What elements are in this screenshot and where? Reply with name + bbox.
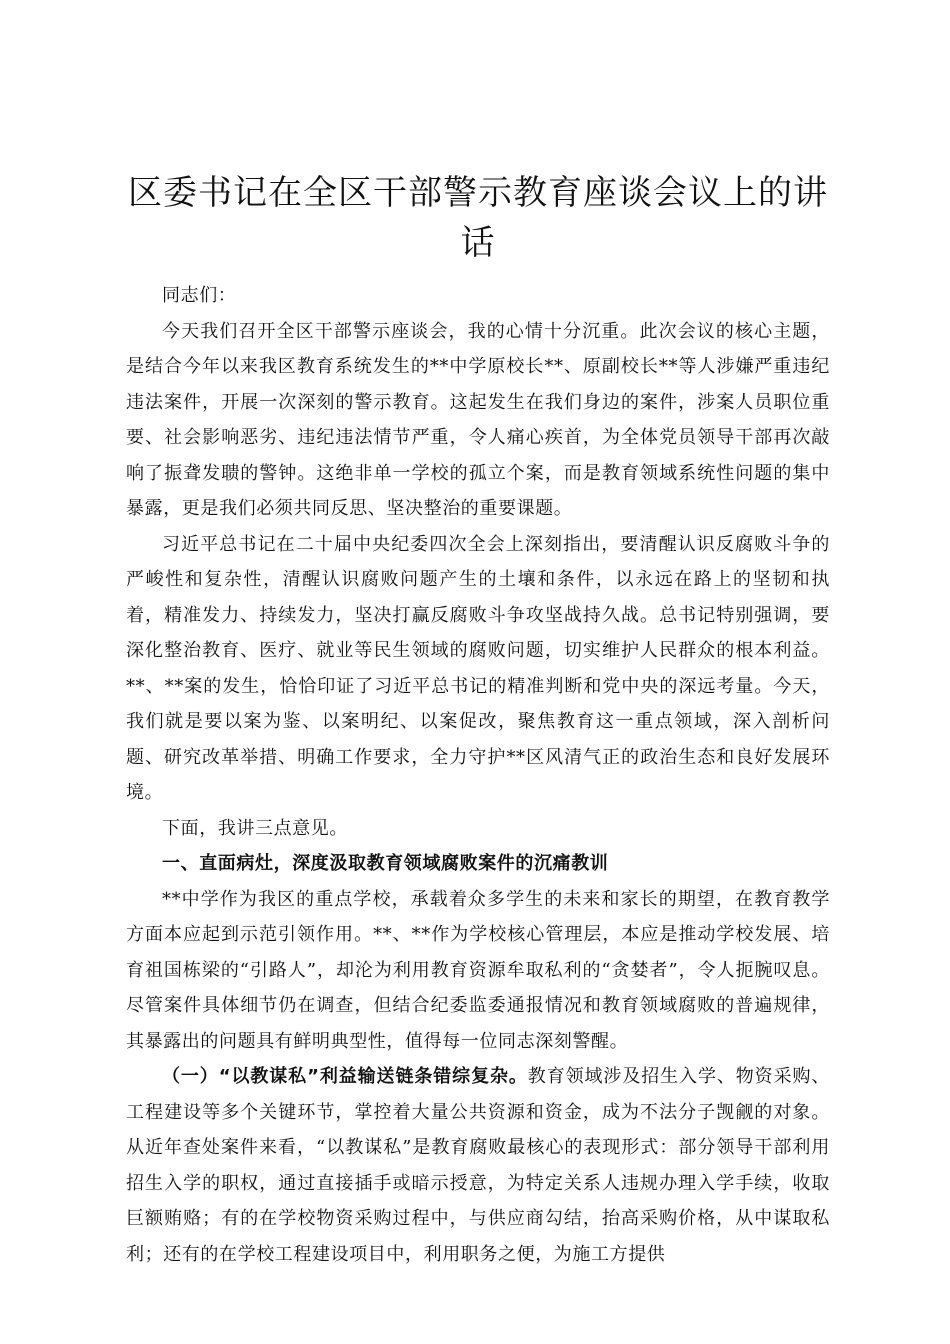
- body-paragraph-2: 习近平总书记在二十届中央纪委四次全会上深刻指出，要清醒认识反腐败斗争的严峻性和复杂性，清醒认识腐败问题产生的土壤和条件，以永远在路上的坚韧和执着，精准发力、持续发力，坚决打赢反腐败斗争攻坚战持久战。总书记特别强调，要深化整治教育、医疗、就业等民生领域的腐败问题，切实维护人民群众的根本利益。**、**案的发生，恰恰印证了习近平总书记的精准判断和党中央的深远考量。今天，我们就是要以案为鉴、以案明纪、以案促改，聚焦教育这一重点领域，深入剖析问题、研究改革举措、明确工作要求，全力守护**区风清气正的政治生态和良好发展环境。: [126, 533, 830, 803]
- section-paragraph: **中学作为我区的重点学校，承载着众多学生的未来和家长的期望，在教育教学方面本应起到示范引领作用。**、**作为学校核心管理层，本应是推动学校发展、培育祖国栋梁的“引路人”，却沦为利用教育资源牟取私利的“贪婪者”，令人扼腕叹息。尽管案件具体细节仍在调查，但结合纪委监委通报情况和教育领域腐败的普遍规律，其暴露出的问题具有鲜明典型性，值得每一位同志深刻警醒。: [126, 888, 830, 1052]
- body-paragraph-3: 下面，我讲三点意见。: [162, 817, 348, 839]
- document-page: [126, 168, 830, 1272]
- body-paragraph-1: 今天我们召开全区干部警示座谈会，我的心情十分沉重。此次会议的核心主题，是结合今年以来我区教育系统发生的**中学原校长**、原副校长**等人涉嫌严重违纪违法案件，开展一次深刻的警示教育。这起发生在我们身边的案件，涉案人员职位重要、社会影响恶劣、违纪违法情节严重，令人痛心疾首，为全体党员领导干部再次敲响了振聋发聩的警钟。这绝非单一学校的孤立个案，而是教育领域系统性问题的集中暴露，更是我们必须共同反思、坚决整治的重要课题。: [126, 320, 830, 519]
- subsection-lead: （一）“以教谋私”利益输送链条错综复杂。: [162, 1066, 528, 1087]
- subsection-text: 教育领域涉及招生入学、物资采购、工程建设等多个关键环节，掌控着大量公共资源和资金，成为不法分子觊觎的对象。从近年查处案件来看，“以教谋私”是教育腐败最核心的表现形式：部分领导干部利用招生入学的职权，通过直接插手或暗示授意，为特定关系人违规办理入学手续，收取巨额贿赂；有的在学校物资采购过程中，与供应商勾结，抬高采购价格，从中谋取私利；还有的在学校工程建设项目中，利用职务之便，为施工方提供: [126, 1066, 830, 1265]
- subsection-paragraph: [126, 1059, 830, 1272]
- section-heading: 一、直面病灶，深度汲取教育领域腐败案件的沉痛教训: [162, 853, 609, 874]
- salutation: 同志们：: [162, 285, 237, 306]
- document-title: 区委书记在全区干部警示教育座谈会议上的讲话: [128, 173, 828, 263]
